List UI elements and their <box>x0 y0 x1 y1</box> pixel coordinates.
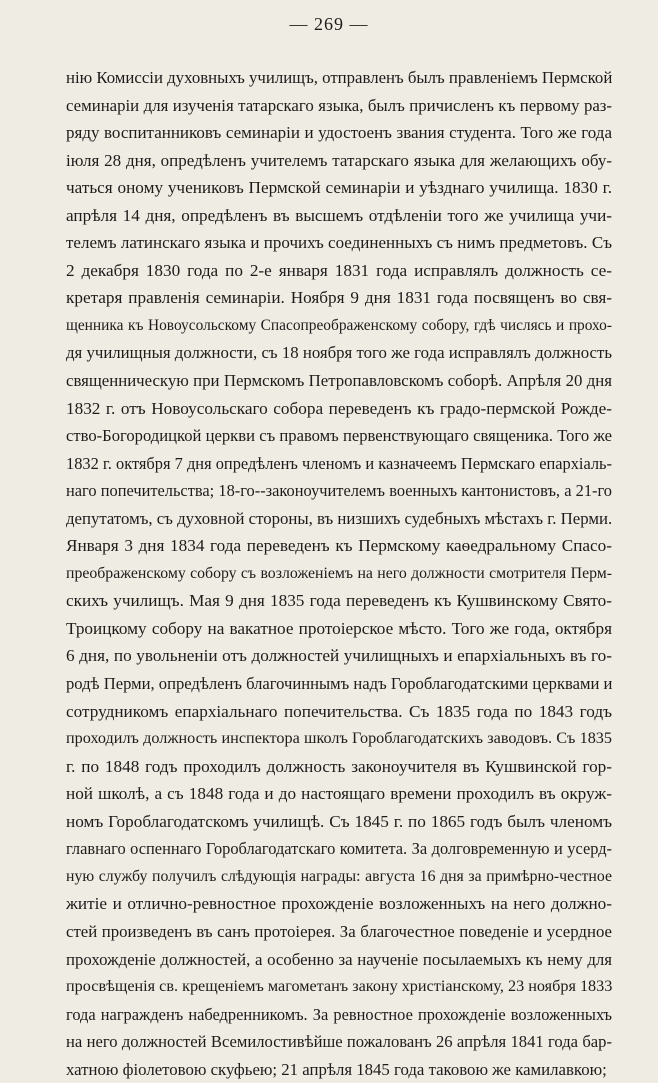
text-line: ную службу получилъ слѣдующія награды: августа 16 дня за примѣрно-честное <box>66 867 612 885</box>
text-line: прохожденіе должностей, а особенно за наученіе посылаемыхъ къ нему для <box>66 949 612 969</box>
text-line: 1832 г. отъ Новоусольскаго собора переведенъ къ градо-пермской Рожде- <box>66 398 612 418</box>
text-line: на него должностей Всемилостивѣйше пожалованъ 26 апрѣля 1841 года бар- <box>66 1032 612 1052</box>
text-line: священническую при Пермскомъ Петропавловскомъ соборѣ. Апрѣля 20 дня <box>66 371 612 391</box>
page-number: — 269 — <box>289 14 369 34</box>
text-line: 6 дня, по увольненіи отъ должностей училищныхъ и епархіальныхъ въ го- <box>66 646 612 666</box>
text-line: сотрудникомъ епархіальнаго попечительства. Съ 1835 года по 1843 годъ <box>66 701 612 721</box>
text-line: ряду воспитанниковъ семинаріи и удостоенъ звания студента. Того же года <box>66 123 612 143</box>
text-line: родѣ Перми, опредѣленъ благочиннымъ надъ Гороблагодатскими церквами и <box>66 674 612 694</box>
text-line: нію Комиссіи духовныхъ училищъ, отправленъ былъ правленіемъ Пермской <box>66 68 612 87</box>
text-line: проходилъ должность инспектора школъ Гороблагодатскихъ заводовъ. Съ 1835 <box>66 729 612 748</box>
text-line: скихъ училищъ. Мая 9 дня 1835 года переведенъ къ Кушвинскому Свято- <box>66 591 612 611</box>
text-line: щенника къ Новоусольскому Спасопреображенскому собору, гдѣ числясь и прохо- <box>66 316 612 334</box>
text-line: года награжденъ набедренникомъ. За ревностное прохожденіе возложенныхъ <box>66 1004 612 1024</box>
text-line: 2 декабря 1830 года по 2-е января 1831 года исправлялъ должность се- <box>66 260 612 280</box>
text-line: апрѣля 14 дня, опредѣленъ въ высшемъ отдѣленіи того же училища учи- <box>66 205 612 225</box>
text-line: іюля 28 дня, опредѣленъ учителемъ татарскаго языка для желающихъ обу- <box>66 150 612 170</box>
text-line: преображенскому собору съ возложеніемъ на него должности смотрителя Перм- <box>66 564 612 582</box>
text-line: депутатомъ, съ духовной стороны, въ низшихъ судебныхъ мѣстахъ г. Перми. <box>66 508 612 528</box>
text-line: чаться оному учениковъ Пермской семинаріи и уѣзднаго училища. 1830 г. <box>66 178 612 198</box>
text-line: г. по 1848 годъ проходилъ должность законоучителя въ Кушвинской гор- <box>66 756 612 776</box>
text-line: житіе и отлично-ревностное прохожденіе возложенныхъ на него должно- <box>66 894 612 914</box>
body-text <box>66 64 612 1083</box>
text-line: главнаго оспеннаго Гороблагодатскаго комитета. За долговременную и усерд- <box>66 839 612 859</box>
text-line: номъ Гороблагодатскомъ училищѣ. Съ 1845 г. по 1865 годъ былъ членомъ <box>66 811 612 831</box>
text-line: ной школѣ, а съ 1848 года и до настоящаго времени проходилъ въ окруж- <box>66 784 612 804</box>
text-line: кретаря правленія семинаріи. Ноября 9 дня 1831 года посвященъ во свя- <box>66 288 612 308</box>
text-line: ство-Богородицкой церкви съ правомъ первенствующаго священика. Того же <box>66 426 612 446</box>
text-line: семинаріи для изученія татарскаго языка, былъ причисленъ къ первому раз- <box>66 95 612 115</box>
text-line: просвѣщенія св. крещеніемъ магометанъ закону христіанскому, 23 ноября 1833 <box>66 977 612 996</box>
text-line: стей произведенъ въ санъ протоіерея. За благочестное поведеніе и усердное <box>66 921 612 941</box>
text-line: 1832 г. октября 7 дня опредѣленъ членомъ и казначеемъ Пермскаго епархіаль- <box>66 453 612 473</box>
text-line: дя училищныя должности, съ 18 ноября того же года исправлялъ должность <box>66 343 612 363</box>
text-line: Троицкому собору на вакатное протоіерское мѣсто. Того же года, октября <box>66 618 612 638</box>
text-line: наго попечительства; 18-го--законоучителемъ военныхъ кантонистовъ, а 21-го <box>66 481 612 501</box>
text-line: хатною фіолетовою скуфьею; 21 апрѣля 1845 года таковою же камилавкою; <box>66 1059 607 1079</box>
text-line: Января 3 дня 1834 года переведенъ къ Пермскому каѳедральному Спасо- <box>66 536 612 556</box>
text-line: телемъ латинскаго языка и прочихъ соединенныхъ съ нимъ предметовъ. Съ <box>66 233 612 253</box>
